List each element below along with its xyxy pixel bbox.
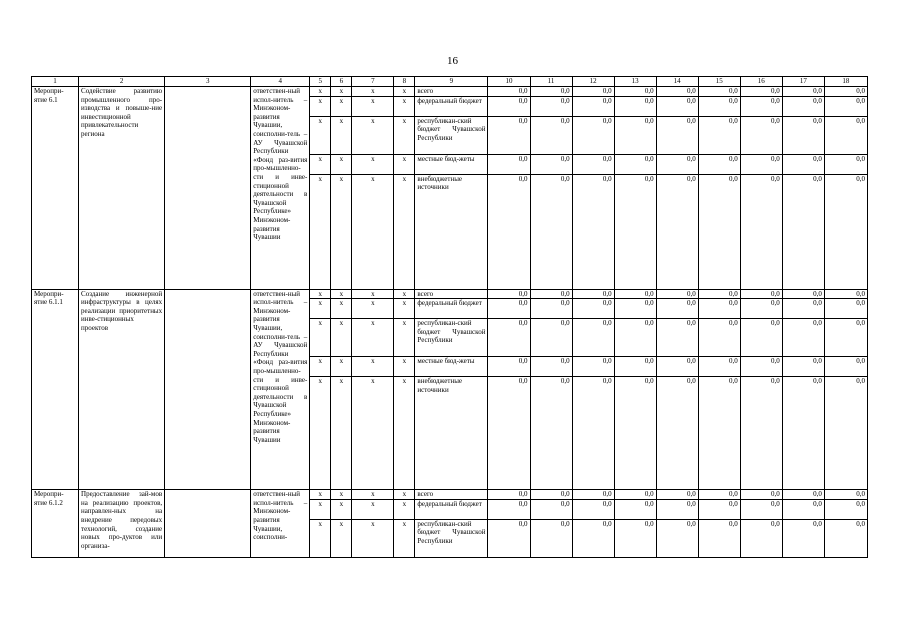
value-cell: 0,0 <box>488 490 530 500</box>
value-cell: 0,0 <box>824 299 867 319</box>
value-cell: 0,0 <box>572 154 614 174</box>
value-cell: 0,0 <box>698 154 740 174</box>
value-cell: 0,0 <box>614 319 656 357</box>
code-x-cell: x <box>352 154 394 174</box>
header-cell: 18 <box>824 77 867 87</box>
header-cell: 16 <box>740 77 782 87</box>
value-cell: 0,0 <box>572 299 614 319</box>
value-cell: 0,0 <box>530 289 572 299</box>
value-cell: 0,0 <box>782 299 824 319</box>
value-cell: 0,0 <box>614 499 656 519</box>
value-cell: 0,0 <box>782 289 824 299</box>
value-cell: 0,0 <box>488 96 530 116</box>
code-x-cell: x <box>331 357 352 377</box>
value-cell: 0,0 <box>824 357 867 377</box>
header-cell: 17 <box>782 77 824 87</box>
funding-source-cell: всего <box>415 87 488 97</box>
table-row <box>32 87 868 97</box>
value-cell: 0,0 <box>488 299 530 319</box>
value-cell: 0,0 <box>782 87 824 97</box>
code-x-cell: x <box>352 519 394 557</box>
value-cell: 0,0 <box>740 154 782 174</box>
value-cell: 0,0 <box>656 87 698 97</box>
value-cell: 0,0 <box>824 319 867 357</box>
value-cell: 0,0 <box>782 377 824 490</box>
value-cell: 0,0 <box>740 299 782 319</box>
code-x-cell: x <box>352 87 394 97</box>
header-cell: 11 <box>530 77 572 87</box>
value-cell: 0,0 <box>740 490 782 500</box>
code-x-cell: x <box>394 299 415 319</box>
code-x-cell: x <box>394 154 415 174</box>
value-cell: 0,0 <box>782 174 824 289</box>
value-cell: 0,0 <box>698 499 740 519</box>
code-x-cell: x <box>331 499 352 519</box>
value-cell: 0,0 <box>614 174 656 289</box>
header-cell: 13 <box>614 77 656 87</box>
value-cell: 0,0 <box>572 519 614 557</box>
col3-cell <box>165 87 251 290</box>
value-cell: 0,0 <box>488 289 530 299</box>
value-cell: 0,0 <box>488 499 530 519</box>
value-cell: 0,0 <box>656 499 698 519</box>
value-cell: 0,0 <box>614 490 656 500</box>
value-cell: 0,0 <box>488 116 530 154</box>
value-cell: 0,0 <box>572 490 614 500</box>
value-cell: 0,0 <box>656 96 698 116</box>
value-cell: 0,0 <box>572 499 614 519</box>
code-x-cell: x <box>352 289 394 299</box>
value-cell: 0,0 <box>824 519 867 557</box>
code-x-cell: x <box>310 499 331 519</box>
value-cell: 0,0 <box>824 289 867 299</box>
value-cell: 0,0 <box>824 174 867 289</box>
code-x-cell: x <box>394 289 415 299</box>
code-x-cell: x <box>310 490 331 500</box>
value-cell: 0,0 <box>656 116 698 154</box>
value-cell: 0,0 <box>698 87 740 97</box>
value-cell: 0,0 <box>740 174 782 289</box>
value-cell: 0,0 <box>782 499 824 519</box>
header-cell: 7 <box>352 77 394 87</box>
value-cell: 0,0 <box>656 299 698 319</box>
value-cell: 0,0 <box>572 289 614 299</box>
header-cell: 15 <box>698 77 740 87</box>
value-cell: 0,0 <box>614 289 656 299</box>
value-cell: 0,0 <box>740 87 782 97</box>
value-cell: 0,0 <box>782 154 824 174</box>
value-cell: 0,0 <box>656 519 698 557</box>
value-cell: 0,0 <box>656 377 698 490</box>
value-cell: 0,0 <box>530 299 572 319</box>
code-x-cell: x <box>310 96 331 116</box>
code-x-cell: x <box>394 116 415 154</box>
funding-source-cell: внебюджетные источники <box>415 174 488 289</box>
value-cell: 0,0 <box>782 96 824 116</box>
value-cell: 0,0 <box>698 299 740 319</box>
value-cell: 0,0 <box>698 174 740 289</box>
executor-cell: ответствен-ный испол-нитель – Минэконом-развития Чувашии, соисполни- <box>251 490 310 558</box>
value-cell: 0,0 <box>740 116 782 154</box>
code-x-cell: x <box>331 299 352 319</box>
header-cell: 5 <box>310 77 331 87</box>
value-cell: 0,0 <box>782 490 824 500</box>
header-row <box>32 77 868 87</box>
value-cell: 0,0 <box>614 116 656 154</box>
value-cell: 0,0 <box>530 154 572 174</box>
page-number: 16 <box>447 55 458 67</box>
value-cell: 0,0 <box>572 87 614 97</box>
code-x-cell: x <box>352 116 394 154</box>
value-cell: 0,0 <box>614 377 656 490</box>
value-cell: 0,0 <box>824 490 867 500</box>
value-cell: 0,0 <box>740 499 782 519</box>
code-x-cell: x <box>394 499 415 519</box>
code-x-cell: x <box>394 357 415 377</box>
value-cell: 0,0 <box>656 154 698 174</box>
value-cell: 0,0 <box>614 299 656 319</box>
value-cell: 0,0 <box>824 96 867 116</box>
program-table <box>31 76 868 558</box>
funding-source-cell: республикан-ский бюджет Чувашской Республики <box>415 116 488 154</box>
code-x-cell: x <box>352 357 394 377</box>
code-x-cell: x <box>352 377 394 490</box>
event-code-cell: Меропри-ятие 6.1.2 <box>32 490 79 558</box>
value-cell: 0,0 <box>530 116 572 154</box>
code-x-cell: x <box>331 96 352 116</box>
value-cell: 0,0 <box>656 319 698 357</box>
value-cell: 0,0 <box>530 377 572 490</box>
value-cell: 0,0 <box>530 319 572 357</box>
table-row <box>32 490 868 500</box>
header-cell: 10 <box>488 77 530 87</box>
value-cell: 0,0 <box>530 499 572 519</box>
value-cell: 0,0 <box>824 116 867 154</box>
value-cell: 0,0 <box>656 490 698 500</box>
code-x-cell: x <box>310 87 331 97</box>
header-cell: 6 <box>331 77 352 87</box>
value-cell: 0,0 <box>656 174 698 289</box>
header-cell: 2 <box>79 77 165 87</box>
code-x-cell: x <box>352 319 394 357</box>
value-cell: 0,0 <box>488 174 530 289</box>
event-code-cell: Меропри-ятие 6.1 <box>32 87 79 290</box>
header-cell: 1 <box>32 77 79 87</box>
code-x-cell: x <box>310 357 331 377</box>
event-name-cell: Создание инженерной инфраструктуры в целях реализации приоритетных инве-стиционных проектов <box>79 289 165 490</box>
header-cell: 9 <box>415 77 488 87</box>
event-name-cell: Предоставление зай-мов на реализацию проектов, направлен-ных на внедрение передовых технологий, создание новых про-дуктов или организа- <box>79 490 165 558</box>
value-cell: 0,0 <box>698 357 740 377</box>
code-x-cell: x <box>394 96 415 116</box>
value-cell: 0,0 <box>740 319 782 357</box>
value-cell: 0,0 <box>614 87 656 97</box>
value-cell: 0,0 <box>824 377 867 490</box>
value-cell: 0,0 <box>614 519 656 557</box>
value-cell: 0,0 <box>488 154 530 174</box>
value-cell: 0,0 <box>488 319 530 357</box>
funding-source-cell: федеральный бюджет <box>415 299 488 319</box>
value-cell: 0,0 <box>782 116 824 154</box>
code-x-cell: x <box>310 116 331 154</box>
code-x-cell: x <box>310 377 331 490</box>
code-x-cell: x <box>394 519 415 557</box>
code-x-cell: x <box>310 154 331 174</box>
value-cell: 0,0 <box>740 289 782 299</box>
code-x-cell: x <box>331 519 352 557</box>
event-name-cell: Содействие развитию промышленного про-изводства и повыше-ние инвестиционной привлекательности региона <box>79 87 165 290</box>
header-cell: 4 <box>251 77 310 87</box>
value-cell: 0,0 <box>740 96 782 116</box>
code-x-cell: x <box>331 154 352 174</box>
code-x-cell: x <box>310 519 331 557</box>
value-cell: 0,0 <box>530 87 572 97</box>
header-cell: 8 <box>394 77 415 87</box>
code-x-cell: x <box>331 490 352 500</box>
funding-source-cell: республикан-ский бюджет Чувашской Республики <box>415 319 488 357</box>
code-x-cell: x <box>331 319 352 357</box>
funding-source-cell: всего <box>415 490 488 500</box>
code-x-cell: x <box>394 490 415 500</box>
col3-cell <box>165 490 251 558</box>
code-x-cell: x <box>394 377 415 490</box>
value-cell: 0,0 <box>572 174 614 289</box>
value-cell: 0,0 <box>572 377 614 490</box>
code-x-cell: x <box>331 174 352 289</box>
header-cell: 12 <box>572 77 614 87</box>
col3-cell <box>165 289 251 490</box>
event-code-cell: Меропри-ятие 6.1.1 <box>32 289 79 490</box>
value-cell: 0,0 <box>572 319 614 357</box>
code-x-cell: x <box>352 499 394 519</box>
code-x-cell: x <box>352 174 394 289</box>
code-x-cell: x <box>352 490 394 500</box>
code-x-cell: x <box>331 87 352 97</box>
value-cell: 0,0 <box>530 357 572 377</box>
code-x-cell: x <box>310 289 331 299</box>
table-row <box>32 289 868 299</box>
value-cell: 0,0 <box>572 96 614 116</box>
value-cell: 0,0 <box>698 96 740 116</box>
value-cell: 0,0 <box>614 357 656 377</box>
funding-source-cell: федеральный бюджет <box>415 96 488 116</box>
value-cell: 0,0 <box>740 519 782 557</box>
value-cell: 0,0 <box>740 377 782 490</box>
code-x-cell: x <box>394 87 415 97</box>
funding-source-cell: местные бюд-жеты <box>415 357 488 377</box>
code-x-cell: x <box>331 289 352 299</box>
value-cell: 0,0 <box>740 357 782 377</box>
value-cell: 0,0 <box>656 357 698 377</box>
value-cell: 0,0 <box>488 519 530 557</box>
value-cell: 0,0 <box>782 519 824 557</box>
value-cell: 0,0 <box>698 490 740 500</box>
header-cell: 14 <box>656 77 698 87</box>
code-x-cell: x <box>394 174 415 289</box>
value-cell: 0,0 <box>530 490 572 500</box>
value-cell: 0,0 <box>698 519 740 557</box>
value-cell: 0,0 <box>572 357 614 377</box>
value-cell: 0,0 <box>530 519 572 557</box>
value-cell: 0,0 <box>614 154 656 174</box>
funding-source-cell: республикан-ский бюджет Чувашской Республики <box>415 519 488 557</box>
value-cell: 0,0 <box>698 319 740 357</box>
value-cell: 0,0 <box>824 87 867 97</box>
value-cell: 0,0 <box>614 96 656 116</box>
value-cell: 0,0 <box>572 116 614 154</box>
executor-cell: ответствен-ный испол-нитель – Минэконом-развития Чувашии, соисполни-тель – АУ Чувашской Республики «Фонд раз-вития про-мышленно-сти и инве-стиционной деятельности в Чувашской Республике» Минэконом-развития Чувашии <box>251 87 310 290</box>
value-cell: 0,0 <box>698 289 740 299</box>
value-cell: 0,0 <box>488 377 530 490</box>
value-cell: 0,0 <box>824 154 867 174</box>
code-x-cell: x <box>310 299 331 319</box>
header-cell: 3 <box>165 77 251 87</box>
code-x-cell: x <box>310 319 331 357</box>
code-x-cell: x <box>331 116 352 154</box>
executor-cell: ответствен-ный испол-нитель – Минэконом-развития Чувашии, соисполни-тель – АУ Чувашской Республики «Фонд раз-вития про-мышленно-сти и инве-стиционной деятельности в Чувашской Республике» Минэконом-развития Чувашии <box>251 289 310 490</box>
value-cell: 0,0 <box>656 289 698 299</box>
code-x-cell: x <box>352 299 394 319</box>
code-x-cell: x <box>394 319 415 357</box>
value-cell: 0,0 <box>488 87 530 97</box>
value-cell: 0,0 <box>488 357 530 377</box>
value-cell: 0,0 <box>698 116 740 154</box>
code-x-cell: x <box>352 96 394 116</box>
value-cell: 0,0 <box>530 174 572 289</box>
funding-source-cell: местные бюд-жеты <box>415 154 488 174</box>
value-cell: 0,0 <box>782 319 824 357</box>
code-x-cell: x <box>331 377 352 490</box>
code-x-cell: x <box>310 174 331 289</box>
funding-source-cell: внебюджетные источники <box>415 377 488 490</box>
value-cell: 0,0 <box>698 377 740 490</box>
funding-source-cell: всего <box>415 289 488 299</box>
value-cell: 0,0 <box>782 357 824 377</box>
value-cell: 0,0 <box>530 96 572 116</box>
funding-source-cell: федеральный бюджет <box>415 499 488 519</box>
value-cell: 0,0 <box>824 499 867 519</box>
